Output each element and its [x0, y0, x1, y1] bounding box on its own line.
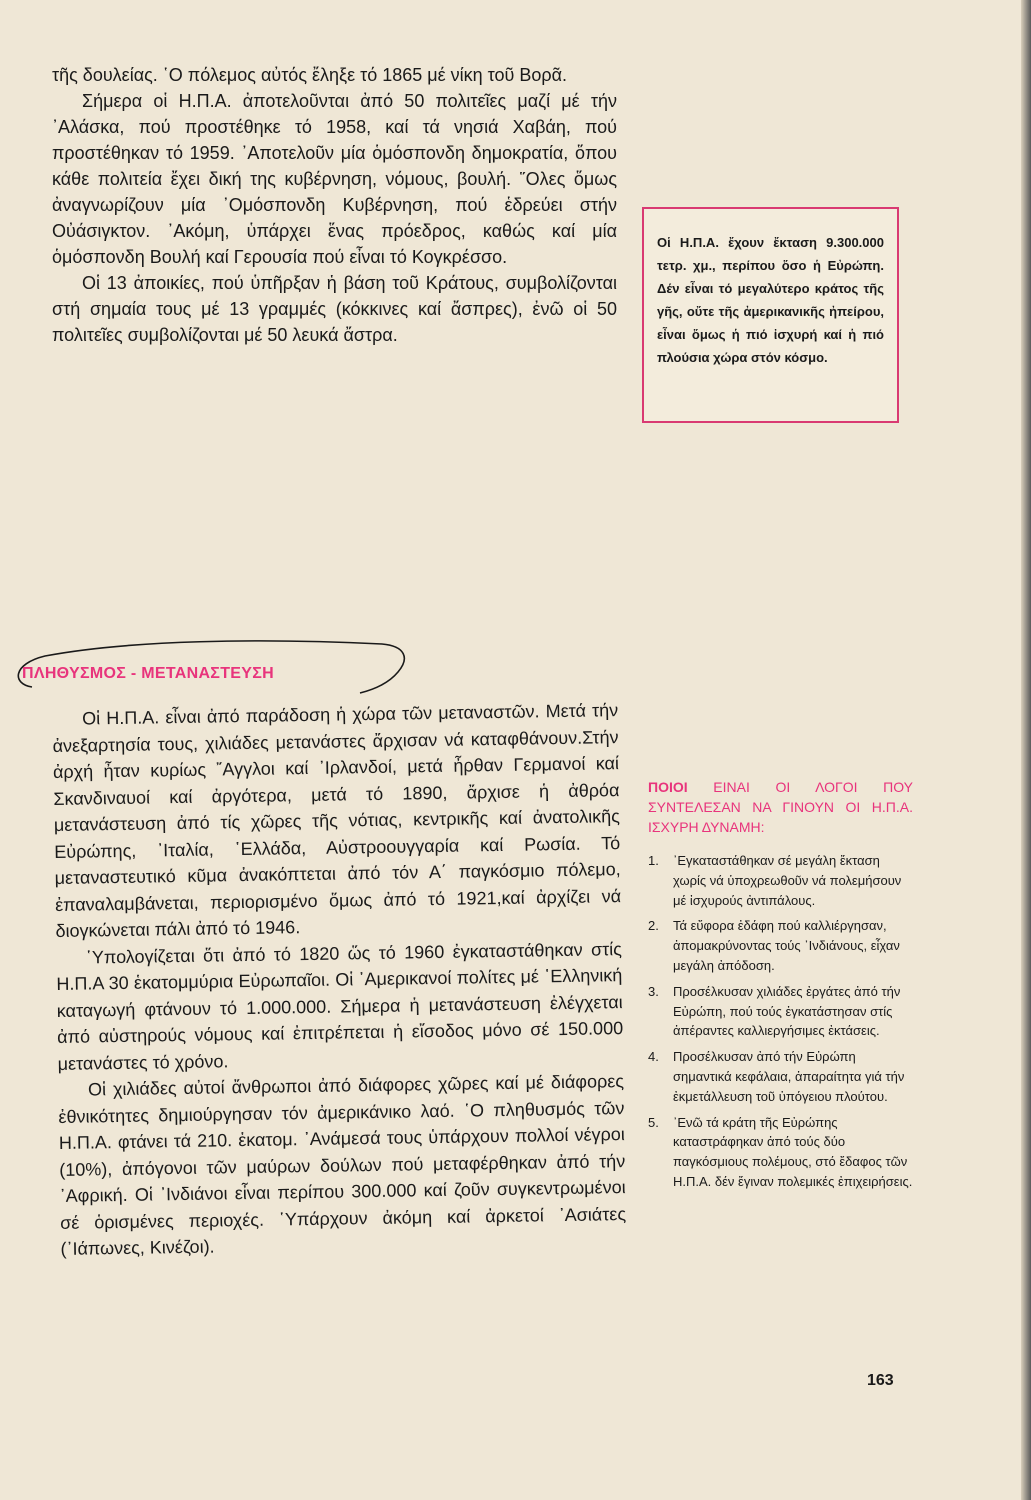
paragraph: Σήμερα οἱ Η.Π.Α. ἀποτελοῦνται ἀπό 50 πολιτεῖες μαζί μέ τήν ᾽Αλάσκα, πού προστέθηκε τό 1958, καί τά νησιά Χαβάη, πού προστέθηκαν τό 1959. ᾽Αποτελοῦν μία ὁμόσπονδη δημοκρατία, ὅπου κάθε πολιτεία ἔχει δική της κυβέρνηση, νόμους, βουλή. ῞Ολες ὅμως ἀναγνωρίζουν μία ᾽Ομόσπονδη Κυβέρνηση, πού ἑδρεύει στήν Οὐάσιγκτον. ᾽Ακόμη, ὑπάρχει ἕνας πρόεδρος, καθώς καί μία ὁμόσπονδη Βουλή καί Γερουσία πού εἶναι τό Κογκρέσσο. — [52, 91, 617, 267]
paragraph: Οἱ Η.Π.Α. εἶναι ἀπό παράδοση ἡ χώρα τῶν μεταναστῶν. Μετά τήν ἀνεξαρτησία τους, χιλιάδες μετανάστες ἄρχισαν νά καταφθάνουν.Στήν ἀρχή ἦταν κυρίως ῎Αγγλοι καί ᾽Ιρλανδοί, μετά ἦρθαν Γερμανοί καί Σκανδιναυοί καί ἀργότερα, μετά τό 1890, ἄρχισε ἡ ἀθρόα μετανάστευση ἀπό τίς χῶρες τῆς νότιας, κεντρικῆς καί ἀνατολικῆς Εὐρώπης, ᾽Ιταλία, ῾Ελλάδα, Αὐστροουγγαρία καί Ρωσία. Τό μεταναστευτικό κῦμα ἀνακόπτεται ἀπό τόν Α΄ παγκόσμιο πόλεμο, ἐπαναλαμβάνεται, περιορισμένο ὅμως ἀπό τό 1921,καί ἀρχίζει νά διογκώνεται πάλι ἀπό τό 1946. — [52, 700, 622, 941]
list-number: 3. — [648, 983, 659, 999]
list-item-text: Τά εὔφορα ἐδάφη πού καλλιέργησαν, ἀπομακρύνοντας τούς ᾽Ινδιάνους, εἶχαν μεγάλη ἀπόδοση. — [673, 918, 900, 973]
list-item — [648, 982, 913, 1041]
list-item-text: Προσέλκυσαν χιλιάδες ἐργάτες ἀπό τήν Εὐρώπη, πού τούς ἐγκατάστησαν στίς ἀπέραντες καλλιεργήσιμες ἐκτάσεις. — [673, 983, 901, 1039]
list-number: 2. — [648, 918, 659, 934]
page-edge-shadow — [1021, 0, 1031, 1500]
top-text-column — [52, 62, 617, 348]
population-text-column — [52, 697, 627, 1262]
paragraph: Οἱ χιλιάδες αὐτοί ἄνθρωποι ἀπό διάφορες χῶρες καί μέ διάφορες ἐθνικότητες δημιούργησαν τόν ἀμερικάνικο λαό. ῾Ο πληθυσμός τῶν Η.Π.Α. φτάνει τά 210. ἑκατομ. ᾽Ανάμεσά τους ὑπάρχουν πολλοί νέγροι (10%), ἀπόγονοι τῶν μαύρων δούλων πού μεταφέρθηκαν ἀπό τήν ᾽Αφρική. Οἱ ᾽Ινδιάνοι εἶναι περίπου 300.000 καί ζοῦν συγκεντρωμένοι σέ ὁρισμένες περιοχές. ῾Υπάρχουν ἀκόμη καί ἀρκετοί ᾽Ασιάτες (᾽Ιάπωνες, Κινέζοι). — [58, 1071, 627, 1259]
list-number: 5. — [648, 1114, 659, 1130]
reasons-sidebar — [648, 777, 913, 1198]
list-item — [648, 1113, 913, 1192]
list-item-text: Προσέλκυσαν ἀπό τήν Εὐρώπη σημαντικά κεφάλαια, ἀπαραίτητα γιά τήν ἐκμετάλλευση τοῦ ὑπόγειου πλούτου. — [673, 1049, 905, 1104]
section-heading — [10, 632, 410, 692]
paragraph: ῾Υπολογίζεται ὅτι ἀπό τό 1820 ὥς τό 1960 ἐγκαταστάθηκαν στίς Η.Π.Α 30 ἑκατομμύρια Εὐρωπαῖοι. Οἱ ᾽Αμερικανοί πολίτες μέ ῾Ελληνική καταγωγή φτάνουν τό 1.000.000. Σήμερα ἡ μετανάστευση ἐλέγχεται ἀπό αὐστηρούς νόμους καί ἐπιτρέπεται ἡ εἴσοδος μόνο σέ 150.000 μετανάστες τό χρόνο. — [56, 938, 624, 1074]
reasons-heading-rest: ΕΙΝΑΙ ΟΙ ΛΟΓΟΙ ΠΟΥ ΣΥΝΤΕΛΕΣΑΝ ΝΑ ΓΙΝΟΥΝ ΟΙ Η.Π.Α. ΙΣΧΥΡΗ ΔΥΝΑΜΗ: — [648, 779, 913, 835]
fact-box-text: Οἱ Η.Π.Α. ἔχουν ἔκταση 9.300.000 τετρ. χμ., περίπου ὅσο ἡ Εὐρώπη. Δέν εἶναι τό μεγαλύτερο κράτος τῆς γῆς, οὔτε τῆς ἀμερικανικῆς ἠπείρου, εἶναι ὅμως ἡ πιό ἰσχυρή καί ἡ πιό πλούσια χώρα στόν κόσμο. — [657, 235, 884, 365]
reasons-heading-word: ΠΟΙΟΙ — [648, 779, 688, 795]
reasons-heading — [648, 777, 913, 837]
list-number: 1. — [648, 853, 659, 868]
reasons-list — [648, 851, 913, 1192]
list-number: 4. — [648, 1049, 659, 1065]
fact-box — [642, 207, 899, 423]
list-item — [648, 1047, 913, 1106]
list-item-text: ᾽Ενῶ τά κράτη τῆς Εὐρώπης καταστράφηκαν ἀπό τούς δύο παγκόσμιους πολέμους, στό ἔδαφος τῶν Η.Π.Α. δέν ἔγιναν πολεμικές ἐπιχειρήσεις. — [673, 1114, 913, 1189]
paragraph: Οἱ 13 ἀποικίες, πού ὑπῆρξαν ἡ βάση τοῦ Κράτους, συμβολίζονται στή σημαία τους μέ 13 γραμμές (κόκκινες καί ἄσπρες), ἐνῶ οἱ 50 πολιτεῖες συμβολίζονται μέ 50 λευκά ἄστρα. — [52, 273, 617, 345]
list-item — [648, 916, 913, 975]
page-number: 163 — [867, 1372, 894, 1389]
list-item-text: ᾽Εγκαταστάθηκαν σέ μεγάλη ἔκταση χωρίς νά ὑποχρεωθοῦν νά πολεμήσουν μέ ἰσχυρούς ἀντιπάλους. — [673, 853, 902, 908]
paragraph: τῆς δουλείας. ῾Ο πόλεμος αὐτός ἔληξε τό 1865 μέ νίκη τοῦ Βορᾶ. — [52, 65, 568, 85]
list-item — [648, 851, 913, 910]
section-heading-text: ΠΛΗΘΥΣΜΟΣ - ΜΕΤΑΝΑΣΤΕΥΣΗ — [22, 665, 274, 682]
